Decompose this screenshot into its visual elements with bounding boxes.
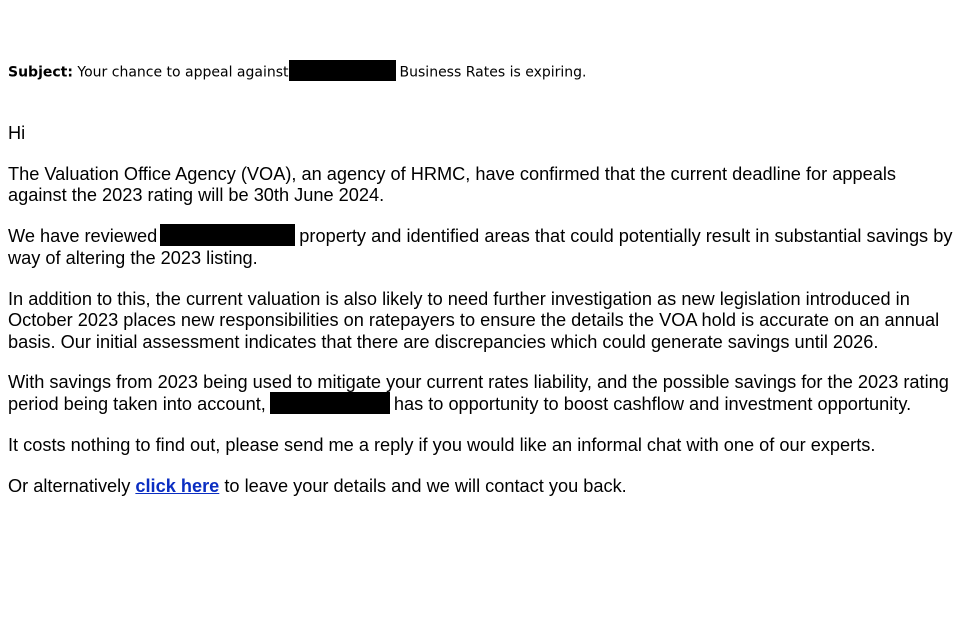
savings-text-after: has to opportunity to boost cashflow and investment opportunity. (393, 393, 912, 414)
subject-label: Subject: (8, 64, 73, 81)
redacted-company-name (289, 60, 396, 81)
review-text-before: We have reviewed (8, 225, 158, 246)
redacted-company-name (270, 392, 390, 414)
savings-text-before: With savings from 2023 being used to mitigate your current rates liability, and the possible savings for the 2023 rating period being taken into account, (8, 372, 949, 414)
contact-text-before: Or alternatively (8, 475, 131, 496)
click-here-link[interactable]: click here (135, 475, 220, 496)
subject-text-after: Business Rates is expiring. (399, 64, 587, 81)
email-body (8, 123, 956, 516)
paragraph-deadline: The Valuation Office Agency (VOA), an agency of HRMC, have confirmed that the current deadline for appeals against the 2023 rating will be 30th June 2024. (8, 163, 896, 206)
greeting: Hi (8, 123, 26, 143)
paragraph-savings (8, 372, 956, 416)
redacted-company-name (160, 224, 295, 246)
review-text-after: property and identified areas that could potentially result in substantial savings by way of altering the 2023 listing. (8, 225, 953, 268)
contact-text-after: to leave your details and we will contact you back. (224, 475, 627, 496)
paragraph-review (8, 226, 956, 270)
paragraph-cost: It costs nothing to find out, please send me a reply if you would like an informal chat with one of our experts. (8, 435, 876, 456)
email-subject-line (8, 62, 586, 83)
paragraph-legislation: In addition to this, the current valuation is also likely to need further investigation as new legislation introduced in October 2023 places new responsibilities on ratepayers to ensure the details the VOA hold is accurate on an annual basis. Our initial assessment indicates that there are discrepancies which could generate savings until 2026. (8, 288, 940, 352)
paragraph-contact (8, 476, 956, 498)
subject-text-before: Your chance to appeal against (77, 64, 289, 81)
